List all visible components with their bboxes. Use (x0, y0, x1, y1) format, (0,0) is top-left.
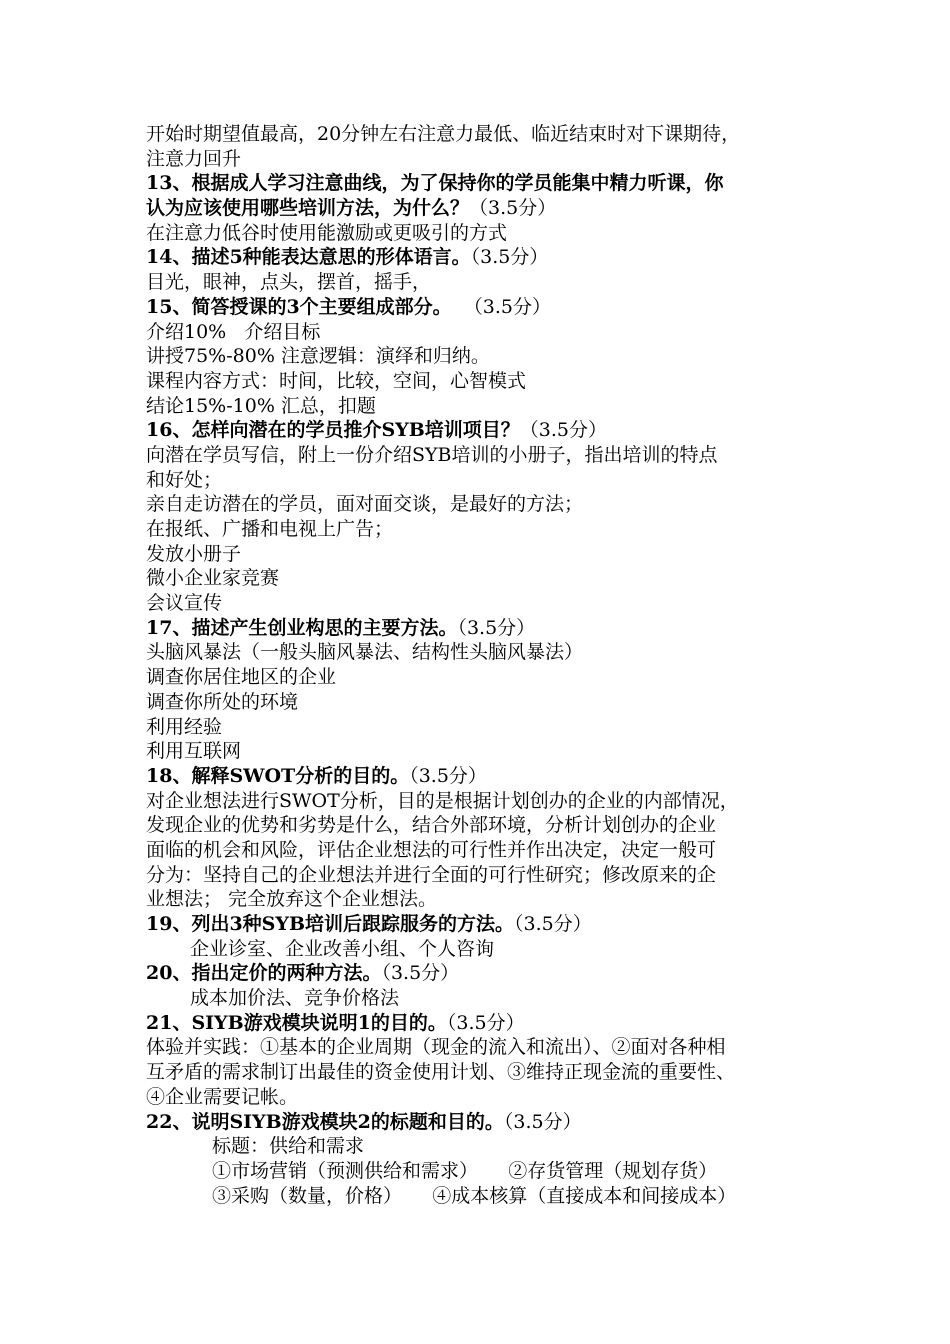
answer-line (146, 640, 826, 665)
question-line (146, 961, 826, 986)
answer-line (146, 468, 826, 493)
answer-text: 对企业想法进行SWOT分析，目的是根据计划创办的企业的内部情况， (146, 789, 739, 812)
points-label: （3.5分） (409, 764, 487, 787)
document-body (146, 122, 826, 1208)
question-text: 17、描述产生创业构思的主要方法。 (146, 616, 458, 639)
question-text: 19、列出3种SYB培训后跟踪服务的方法。 (146, 913, 515, 935)
answer-line (146, 1134, 826, 1159)
answer-line (146, 221, 826, 246)
question-line (146, 912, 826, 937)
answer-line (146, 715, 826, 740)
question-line (146, 171, 826, 196)
answer-text: 开始时期望值最高，20分钟左右注意力最低、临近结束时对下课期待， (146, 123, 741, 145)
answer-line (146, 369, 826, 394)
answer-text: ①市场营销（预测供给和需求） ②存货管理（规划存货） (212, 1159, 718, 1182)
question-line (146, 418, 826, 443)
question-text: 15、简答授课的3个主要组成部分。 (146, 295, 452, 318)
question-line (146, 295, 826, 320)
points-label: （3.5分） (446, 1011, 525, 1034)
question-line (146, 1110, 826, 1135)
answer-line (146, 1060, 826, 1085)
answer-text: 和好处； (146, 468, 223, 491)
answer-line (146, 1035, 826, 1060)
answer-line (146, 789, 826, 814)
answer-line (146, 937, 826, 962)
answer-text: 在报纸、广播和电视上广告； (146, 518, 394, 540)
answer-text: ③采购（数量，价格） ④成本核算（直接成本和间接成本） (212, 1184, 737, 1207)
question-text: 16、怎样向潜在的学员推介SYB培训项目？ (146, 419, 520, 442)
points-label: （3.5分） (451, 295, 551, 318)
answer-text: 亲自走访潜在的学员，面对面交谈，是最好的方法； (146, 493, 584, 516)
answer-line (146, 320, 826, 345)
answer-line (146, 665, 826, 690)
question-text: 18、解释SWOT分析的目的。 (146, 764, 410, 787)
points-label: （3.5分） (381, 962, 460, 985)
answer-line (146, 838, 826, 863)
question-text: 21、SIYB游戏模块说明1的目的。 (146, 1011, 447, 1034)
answer-text: 结论15%-10% 汇总，扣题 (146, 394, 376, 417)
answer-text: 分为：坚持自己的企业想法并进行全面的可行性研究；修改原来的企 (146, 863, 717, 886)
answer-text: 面临的机会和风险，评估企业想法的可行性并作出决定，决定一般可 (146, 838, 717, 861)
answer-line (146, 1085, 826, 1110)
answer-line (146, 517, 826, 542)
answer-text: 目光，眼神，点头，摆首，摇手， (146, 271, 432, 294)
answer-text: 介绍10% 介绍目标 (146, 320, 321, 343)
answer-text: 调查你居住地区的企业 (146, 666, 337, 689)
answer-line (146, 270, 826, 295)
answer-text: 在注意力低谷时使用能激励或更吸引的方式 (146, 221, 508, 244)
answer-line (146, 122, 826, 147)
answer-line (146, 1159, 826, 1184)
answer-text: 体验并实践：①基本的企业周期（现金的流入和流出）、②面对各种相 (146, 1036, 726, 1059)
answer-line (146, 344, 826, 369)
answer-line (146, 394, 826, 419)
question-text: 13、根据成人学习注意曲线，为了保持你的学员能集中精力听课，你 (146, 172, 724, 195)
answer-line (146, 1184, 826, 1209)
points-label: （3.5分） (503, 1110, 582, 1133)
points-label: （3.5分） (469, 197, 557, 220)
points-label: （3.5分） (519, 419, 608, 442)
answer-line (146, 147, 826, 172)
answer-line (146, 492, 826, 517)
points-label: （3.5分） (514, 913, 592, 935)
answer-text: 发现企业的优势和劣势是什么，结合外部环境，分析计划创办的企业 (146, 814, 717, 837)
points-label: （3.5分） (457, 616, 536, 639)
answer-text: ④企业需要记帐。 (146, 1085, 299, 1108)
answer-line (146, 813, 826, 838)
answer-text: 成本加价法、竞争价格法 (190, 987, 400, 1010)
answer-line (146, 887, 826, 912)
answer-text: 讲授75%-80% 注意逻辑：演绎和归纳。 (146, 345, 490, 368)
answer-line (146, 986, 826, 1011)
question-text: 20、指出定价的两种方法。 (146, 962, 382, 985)
answer-text: 利用经验 (146, 715, 223, 738)
answer-line (146, 566, 826, 591)
question-line (146, 196, 826, 221)
points-label: （3.5分） (470, 246, 549, 269)
question-line (146, 764, 826, 789)
answer-text: 利用互联网 (146, 740, 242, 763)
answer-text: 注意力回升 (146, 147, 242, 170)
answer-text: 调查你所处的环境 (146, 690, 299, 713)
question-line (146, 616, 826, 641)
answer-text: 标题：供给和需求 (212, 1135, 365, 1158)
answer-text: 头脑风暴法（一般头脑风暴法、结构性头脑风暴法） (146, 641, 584, 664)
answer-text: 发放小册子 (146, 542, 242, 565)
answer-text: 会议宣传 (146, 592, 223, 615)
answer-text: 业想法； 完全放弃这个企业想法。 (146, 888, 438, 911)
answer-text: 向潜在学员写信，附上一份介绍SYB培训的小册子，指出培训的特点 (146, 443, 718, 466)
answer-text: 课程内容方式：时间，比较，空间，心智模式 (146, 369, 527, 392)
answer-line (146, 591, 826, 616)
question-line (146, 245, 826, 270)
question-text: 22、说明SIYB游戏模块2的标题和目的。 (146, 1110, 504, 1133)
answer-line (146, 690, 826, 715)
answer-text: 微小企业家竞赛 (146, 567, 280, 590)
question-text: 认为应该使用哪些培训方法，为什么？ (146, 197, 470, 220)
answer-line (146, 443, 826, 468)
answer-text: 互矛盾的需求制订出最佳的资金使用计划、③维持正现金流的重要性、 (146, 1061, 736, 1084)
answer-text: 企业诊室、企业改善小组、个人咨询 (190, 937, 495, 960)
question-line (146, 1011, 826, 1036)
answer-line (146, 542, 826, 567)
answer-line (146, 863, 826, 888)
answer-line (146, 739, 826, 764)
question-text: 14、描述5种能表达意思的形体语言。 (146, 246, 471, 269)
